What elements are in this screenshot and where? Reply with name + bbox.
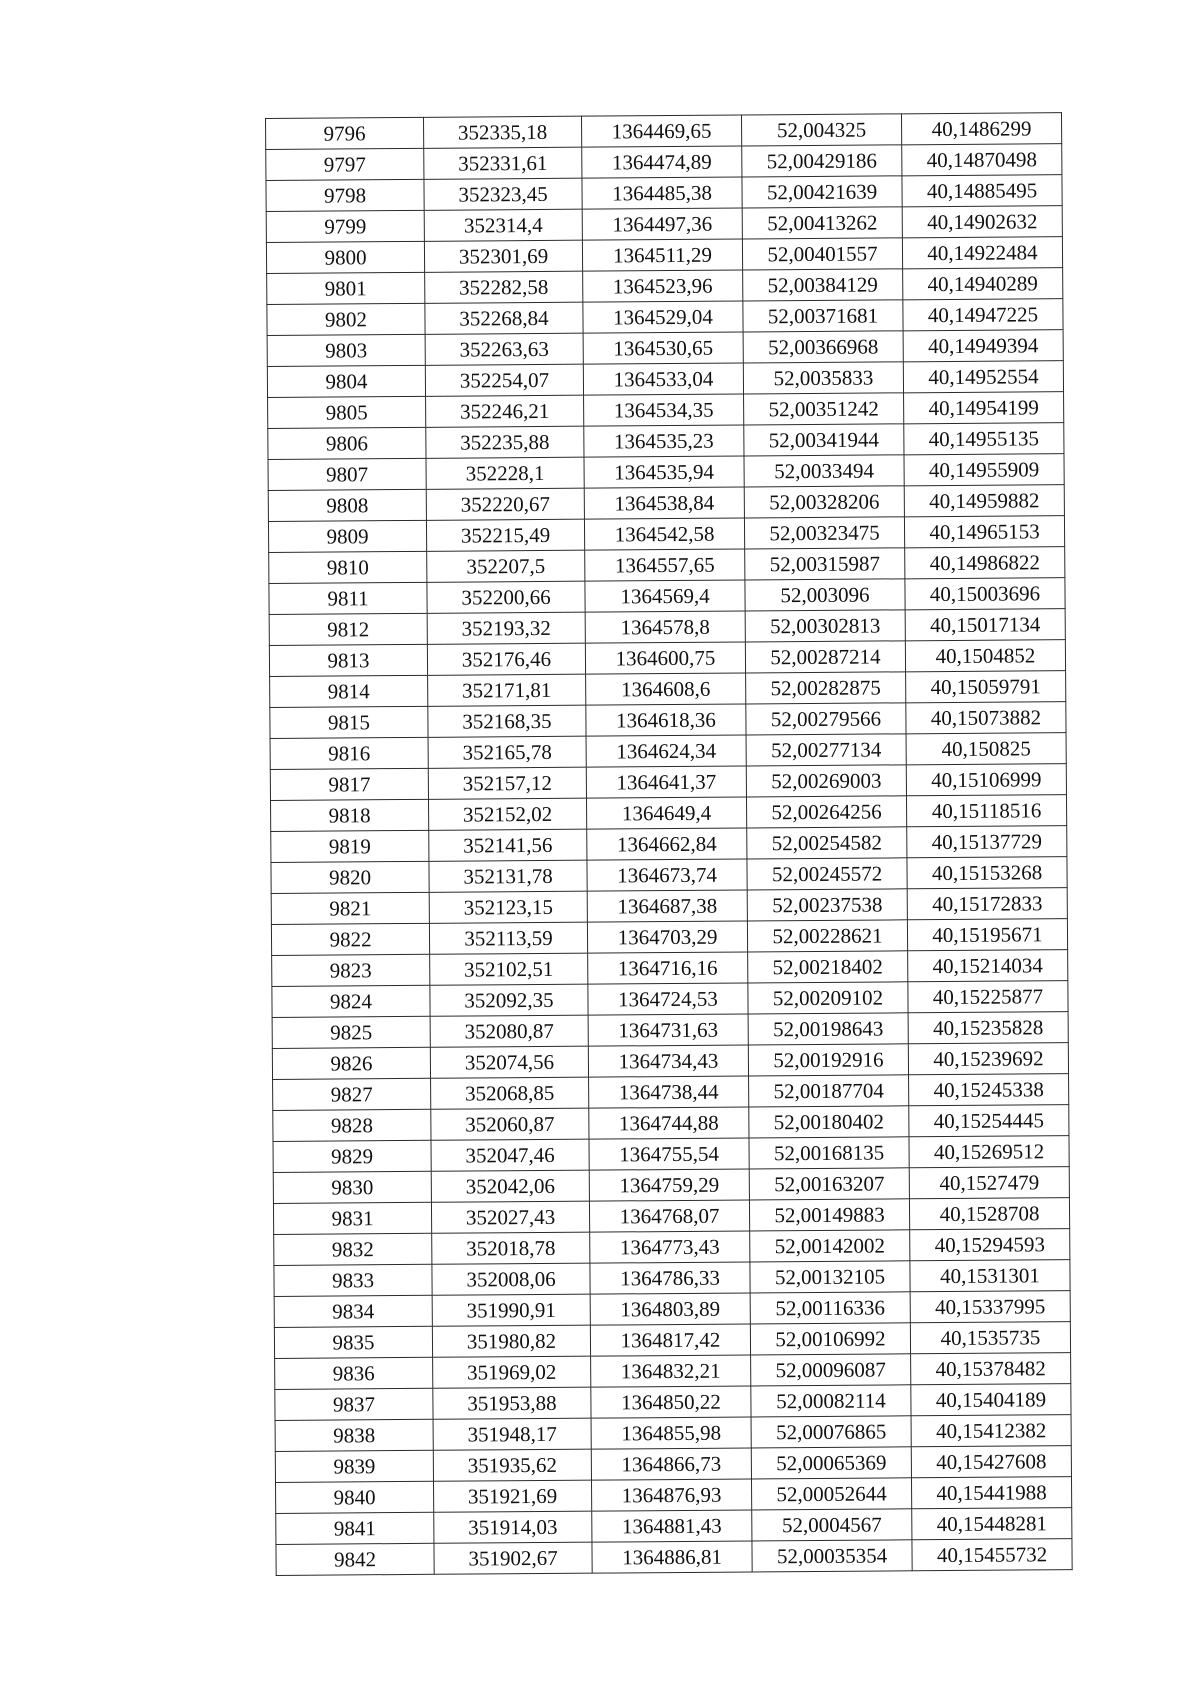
longitude-cell: 40,15269512 [909, 1136, 1069, 1168]
table-row [271, 826, 1067, 863]
longitude-cell: 40,14949394 [903, 330, 1063, 362]
latitude-cell: 52,00052644 [751, 1478, 911, 1510]
y-coordinate-cell: 1364786,33 [590, 1262, 750, 1294]
x-coordinate-cell: 352207,5 [427, 550, 585, 582]
latitude-cell: 52,00187704 [749, 1075, 909, 1107]
table-row [271, 857, 1067, 894]
x-coordinate-cell: 351902,67 [434, 1542, 592, 1574]
point-number-cell: 9801 [267, 272, 425, 304]
x-coordinate-cell: 352027,43 [431, 1201, 589, 1233]
y-coordinate-cell: 1364731,63 [588, 1014, 748, 1046]
y-coordinate-cell: 1364759,29 [589, 1169, 749, 1201]
y-coordinate-cell: 1364535,94 [584, 456, 744, 488]
x-coordinate-cell: 352141,56 [429, 829, 587, 861]
latitude-cell: 52,00198643 [748, 1013, 908, 1045]
latitude-cell: 52,00082114 [751, 1385, 911, 1417]
table-row [270, 764, 1066, 801]
point-number-cell: 9818 [271, 799, 429, 831]
x-coordinate-cell: 352331,61 [424, 147, 582, 179]
y-coordinate-cell: 1364738,44 [589, 1076, 749, 1108]
y-coordinate-cell: 1364773,43 [590, 1231, 750, 1263]
latitude-cell: 52,003096 [745, 579, 905, 611]
y-coordinate-cell: 1364866,73 [591, 1448, 751, 1480]
longitude-cell: 40,14870498 [902, 144, 1062, 176]
y-coordinate-cell: 1364755,54 [589, 1138, 749, 1170]
y-coordinate-cell: 1364817,42 [590, 1324, 750, 1356]
latitude-cell: 52,00401557 [742, 238, 902, 270]
point-number-cell: 9800 [266, 241, 424, 273]
table-row [274, 1322, 1070, 1359]
longitude-cell: 40,14955909 [904, 454, 1064, 486]
y-coordinate-cell: 1364485,38 [582, 177, 742, 209]
x-coordinate-cell: 352246,21 [426, 395, 584, 427]
point-number-cell: 9816 [270, 737, 428, 769]
x-coordinate-cell: 352165,78 [428, 736, 586, 768]
x-coordinate-cell: 352047,46 [431, 1139, 589, 1171]
table-row [269, 578, 1065, 615]
table-row [268, 516, 1064, 553]
longitude-cell: 40,15172833 [907, 888, 1067, 920]
y-coordinate-cell: 1364703,29 [587, 921, 747, 953]
point-number-cell: 9831 [273, 1202, 431, 1234]
point-number-cell: 9838 [275, 1419, 433, 1451]
latitude-cell: 52,00302813 [745, 610, 905, 642]
point-number-cell: 9833 [274, 1264, 432, 1296]
x-coordinate-cell: 352131,78 [429, 860, 587, 892]
table-row [273, 1105, 1069, 1142]
longitude-cell: 40,14952554 [903, 361, 1063, 393]
y-coordinate-cell: 1364881,43 [592, 1510, 752, 1542]
x-coordinate-cell: 352018,78 [432, 1232, 590, 1264]
latitude-cell: 52,00328206 [744, 486, 904, 518]
latitude-cell: 52,00279566 [746, 703, 906, 735]
longitude-cell: 40,15153268 [907, 857, 1067, 889]
table-row [266, 144, 1062, 181]
latitude-cell: 52,00245572 [747, 858, 907, 890]
point-number-cell: 9811 [269, 582, 427, 614]
latitude-cell: 52,00351242 [744, 393, 904, 425]
point-number-cell: 9805 [268, 396, 426, 428]
point-number-cell: 9836 [275, 1357, 433, 1389]
point-number-cell: 9835 [274, 1326, 432, 1358]
table-row [268, 423, 1064, 460]
table-row [269, 640, 1065, 677]
y-coordinate-cell: 1364624,34 [586, 735, 746, 767]
point-number-cell: 9827 [273, 1078, 431, 1110]
table-row [276, 1508, 1072, 1545]
longitude-cell: 40,15239692 [908, 1043, 1068, 1075]
table-row [275, 1353, 1071, 1390]
point-number-cell: 9798 [266, 179, 424, 211]
latitude-cell: 52,00149883 [749, 1199, 909, 1231]
point-number-cell: 9825 [272, 1016, 430, 1048]
table-row [269, 609, 1065, 646]
point-number-cell: 9815 [270, 706, 428, 738]
table-row [269, 547, 1065, 584]
point-number-cell: 9829 [273, 1140, 431, 1172]
latitude-cell: 52,00264256 [746, 796, 906, 828]
point-number-cell: 9837 [275, 1388, 433, 1420]
x-coordinate-cell: 352152,02 [428, 798, 586, 830]
latitude-cell: 52,00180402 [749, 1106, 909, 1138]
point-number-cell: 9806 [268, 427, 426, 459]
longitude-cell: 40,15235828 [908, 1012, 1068, 1044]
point-number-cell: 9820 [271, 861, 429, 893]
x-coordinate-cell: 352092,35 [430, 984, 588, 1016]
point-number-cell: 9796 [266, 117, 424, 149]
table-row [266, 237, 1062, 274]
table-row [271, 795, 1067, 832]
x-coordinate-cell: 352314,4 [424, 209, 582, 241]
table-row [267, 361, 1063, 398]
x-coordinate-cell: 351948,17 [433, 1418, 591, 1450]
y-coordinate-cell: 1364474,89 [582, 146, 742, 178]
table-row [274, 1291, 1070, 1328]
x-coordinate-cell: 352282,58 [425, 271, 583, 303]
longitude-cell: 40,15003696 [905, 578, 1065, 610]
table-row [273, 1167, 1069, 1204]
longitude-cell: 40,15225877 [908, 981, 1068, 1013]
x-coordinate-cell: 351980,82 [432, 1325, 590, 1357]
table-row [275, 1446, 1071, 1483]
longitude-cell: 40,14922484 [902, 237, 1062, 269]
longitude-cell: 40,15294593 [910, 1229, 1070, 1261]
point-number-cell: 9841 [276, 1512, 434, 1544]
x-coordinate-cell: 352215,49 [426, 519, 584, 551]
y-coordinate-cell: 1364523,96 [583, 270, 743, 302]
table-row [272, 981, 1068, 1018]
x-coordinate-cell: 352157,12 [428, 767, 586, 799]
x-coordinate-cell: 352113,59 [429, 922, 587, 954]
x-coordinate-cell: 352074,56 [430, 1046, 588, 1078]
table-row [267, 330, 1063, 367]
y-coordinate-cell: 1364886,81 [592, 1541, 752, 1573]
point-number-cell: 9822 [271, 923, 429, 955]
longitude-cell: 40,1535735 [910, 1322, 1070, 1354]
y-coordinate-cell: 1364557,65 [585, 549, 745, 581]
y-coordinate-cell: 1364662,84 [587, 828, 747, 860]
table-row [268, 392, 1064, 429]
point-number-cell: 9814 [270, 675, 428, 707]
longitude-cell: 40,1504852 [905, 640, 1065, 672]
x-coordinate-cell: 352200,66 [427, 581, 585, 613]
longitude-cell: 40,1528708 [909, 1198, 1069, 1230]
point-number-cell: 9821 [271, 892, 429, 924]
latitude-cell: 52,00116336 [750, 1292, 910, 1324]
latitude-cell: 52,0035833 [743, 362, 903, 394]
y-coordinate-cell: 1364673,74 [587, 859, 747, 891]
longitude-cell: 40,15378482 [911, 1353, 1071, 1385]
longitude-cell: 40,150825 [906, 733, 1066, 765]
x-coordinate-cell: 352228,1 [426, 457, 584, 489]
longitude-cell: 40,15404189 [911, 1384, 1071, 1416]
x-coordinate-cell: 351990,91 [432, 1294, 590, 1326]
latitude-cell: 52,00277134 [746, 734, 906, 766]
x-coordinate-cell: 351953,88 [433, 1387, 591, 1419]
y-coordinate-cell: 1364600,75 [585, 642, 745, 674]
point-number-cell: 9828 [273, 1109, 431, 1141]
y-coordinate-cell: 1364803,89 [590, 1293, 750, 1325]
longitude-cell: 40,15448281 [912, 1508, 1072, 1540]
longitude-cell: 40,14959882 [904, 485, 1064, 517]
x-coordinate-cell: 352268,84 [425, 302, 583, 334]
table-row [266, 175, 1062, 212]
point-number-cell: 9797 [266, 148, 424, 180]
table-row [274, 1260, 1070, 1297]
y-coordinate-cell: 1364876,93 [591, 1479, 751, 1511]
longitude-cell: 40,15059791 [906, 671, 1066, 703]
latitude-cell: 52,00315987 [745, 548, 905, 580]
latitude-cell: 52,00065369 [751, 1447, 911, 1479]
y-coordinate-cell: 1364832,21 [591, 1355, 751, 1387]
latitude-cell: 52,00106992 [750, 1323, 910, 1355]
y-coordinate-cell: 1364534,35 [584, 394, 744, 426]
table-row [266, 113, 1062, 150]
table-row [268, 485, 1064, 522]
y-coordinate-cell: 1364608,6 [586, 673, 746, 705]
point-number-cell: 9808 [268, 489, 426, 521]
longitude-cell: 40,14902632 [902, 206, 1062, 238]
point-number-cell: 9830 [273, 1171, 431, 1203]
longitude-cell: 40,15214034 [908, 950, 1068, 982]
y-coordinate-cell: 1364618,36 [586, 704, 746, 736]
x-coordinate-cell: 352193,32 [427, 612, 585, 644]
point-number-cell: 9809 [268, 520, 426, 552]
latitude-cell: 52,00341944 [744, 424, 904, 456]
x-coordinate-cell: 352235,88 [426, 426, 584, 458]
latitude-cell: 52,0033494 [744, 455, 904, 487]
latitude-cell: 52,00282875 [746, 672, 906, 704]
x-coordinate-cell: 352263,63 [425, 333, 583, 365]
latitude-cell: 52,00035354 [752, 1540, 912, 1572]
longitude-cell: 40,15118516 [906, 795, 1066, 827]
longitude-cell: 40,14986822 [905, 547, 1065, 579]
table-row [267, 268, 1063, 305]
table-row [272, 950, 1068, 987]
longitude-cell: 40,14954199 [904, 392, 1064, 424]
point-number-cell: 9819 [271, 830, 429, 862]
longitude-cell: 40,1486299 [901, 113, 1061, 145]
table-row [275, 1384, 1071, 1421]
x-coordinate-cell: 352254,07 [425, 364, 583, 396]
longitude-cell: 40,15455732 [912, 1539, 1072, 1571]
y-coordinate-cell: 1364855,98 [591, 1417, 751, 1449]
table-row [272, 1043, 1068, 1080]
longitude-cell: 40,15137729 [907, 826, 1067, 858]
x-coordinate-cell: 352335,18 [423, 116, 581, 148]
longitude-cell: 40,14955135 [904, 423, 1064, 455]
point-number-cell: 9842 [276, 1543, 434, 1575]
y-coordinate-cell: 1364529,04 [583, 301, 743, 333]
longitude-cell: 40,15195671 [907, 919, 1067, 951]
point-number-cell: 9823 [272, 954, 430, 986]
table-row [270, 733, 1066, 770]
point-number-cell: 9824 [272, 985, 430, 1017]
latitude-cell: 52,00429186 [742, 145, 902, 177]
table-row [276, 1539, 1072, 1576]
latitude-cell: 52,00366968 [743, 331, 903, 363]
x-coordinate-cell: 352068,85 [431, 1077, 589, 1109]
latitude-cell: 52,00269003 [746, 765, 906, 797]
table-row [266, 206, 1062, 243]
table-row [271, 888, 1067, 925]
latitude-cell: 52,00096087 [751, 1354, 911, 1386]
point-number-cell: 9802 [267, 303, 425, 335]
y-coordinate-cell: 1364578,8 [585, 611, 745, 643]
table-row [273, 1074, 1069, 1111]
y-coordinate-cell: 1364649,4 [586, 797, 746, 829]
y-coordinate-cell: 1364533,04 [583, 363, 743, 395]
y-coordinate-cell: 1364497,36 [582, 208, 742, 240]
latitude-cell: 52,00237538 [747, 889, 907, 921]
x-coordinate-cell: 352060,87 [431, 1108, 589, 1140]
longitude-cell: 40,14947225 [903, 299, 1063, 331]
latitude-cell: 52,00323475 [744, 517, 904, 549]
point-number-cell: 9839 [275, 1450, 433, 1482]
longitude-cell: 40,15441988 [911, 1477, 1071, 1509]
y-coordinate-cell: 1364538,84 [584, 487, 744, 519]
y-coordinate-cell: 1364535,23 [584, 425, 744, 457]
point-number-cell: 9803 [267, 334, 425, 366]
longitude-cell: 40,15427608 [911, 1446, 1071, 1478]
coordinates-table [265, 112, 1073, 1576]
y-coordinate-cell: 1364768,07 [589, 1200, 749, 1232]
y-coordinate-cell: 1364734,43 [588, 1045, 748, 1077]
latitude-cell: 52,0004567 [752, 1509, 912, 1541]
longitude-cell: 40,14940289 [903, 268, 1063, 300]
latitude-cell: 52,00384129 [743, 269, 903, 301]
longitude-cell: 40,15245338 [909, 1074, 1069, 1106]
longitude-cell: 40,15337995 [910, 1291, 1070, 1323]
x-coordinate-cell: 351914,03 [434, 1511, 592, 1543]
x-coordinate-cell: 352168,35 [428, 705, 586, 737]
table-row [267, 299, 1063, 336]
longitude-cell: 40,1527479 [909, 1167, 1069, 1199]
x-coordinate-cell: 352123,15 [429, 891, 587, 923]
coordinates-table-body [266, 113, 1073, 1576]
y-coordinate-cell: 1364530,65 [583, 332, 743, 364]
longitude-cell: 40,15412382 [911, 1415, 1071, 1447]
table-row [275, 1415, 1071, 1452]
y-coordinate-cell: 1364724,53 [588, 983, 748, 1015]
latitude-cell: 52,00163207 [749, 1168, 909, 1200]
point-number-cell: 9817 [270, 768, 428, 800]
y-coordinate-cell: 1364542,58 [584, 518, 744, 550]
latitude-cell: 52,00142002 [750, 1230, 910, 1262]
x-coordinate-cell: 351935,62 [433, 1449, 591, 1481]
point-number-cell: 9832 [274, 1233, 432, 1265]
table-row [270, 671, 1066, 708]
point-number-cell: 9813 [269, 644, 427, 676]
latitude-cell: 52,00228621 [747, 920, 907, 952]
longitude-cell: 40,15073882 [906, 702, 1066, 734]
point-number-cell: 9826 [272, 1047, 430, 1079]
point-number-cell: 9840 [276, 1481, 434, 1513]
y-coordinate-cell: 1364641,37 [586, 766, 746, 798]
table-row [273, 1136, 1069, 1173]
latitude-cell: 52,00132105 [750, 1261, 910, 1293]
x-coordinate-cell: 352171,81 [428, 674, 586, 706]
table-row [273, 1198, 1069, 1235]
longitude-cell: 40,15106999 [906, 764, 1066, 796]
x-coordinate-cell: 351921,69 [433, 1480, 591, 1512]
latitude-cell: 52,00413262 [742, 207, 902, 239]
table-row [271, 919, 1067, 956]
x-coordinate-cell: 352220,67 [426, 488, 584, 520]
longitude-cell: 40,14885495 [902, 175, 1062, 207]
table-row [270, 702, 1066, 739]
latitude-cell: 52,00168135 [749, 1137, 909, 1169]
longitude-cell: 40,15017134 [905, 609, 1065, 641]
point-number-cell: 9834 [274, 1295, 432, 1327]
x-coordinate-cell: 352080,87 [430, 1015, 588, 1047]
point-number-cell: 9812 [269, 613, 427, 645]
y-coordinate-cell: 1364569,4 [585, 580, 745, 612]
latitude-cell: 52,00287214 [745, 641, 905, 673]
latitude-cell: 52,00421639 [742, 176, 902, 208]
y-coordinate-cell: 1364511,29 [582, 239, 742, 271]
latitude-cell: 52,004325 [741, 114, 901, 146]
point-number-cell: 9807 [268, 458, 426, 490]
y-coordinate-cell: 1364850,22 [591, 1386, 751, 1418]
point-number-cell: 9810 [269, 551, 427, 583]
table-row [268, 454, 1064, 491]
latitude-cell: 52,00254582 [747, 827, 907, 859]
point-number-cell: 9804 [267, 365, 425, 397]
table-row [276, 1477, 1072, 1514]
x-coordinate-cell: 352301,69 [424, 240, 582, 272]
longitude-cell: 40,15254445 [909, 1105, 1069, 1137]
x-coordinate-cell: 352008,06 [432, 1263, 590, 1295]
x-coordinate-cell: 352102,51 [430, 953, 588, 985]
table-row [272, 1012, 1068, 1049]
x-coordinate-cell: 351969,02 [433, 1356, 591, 1388]
longitude-cell: 40,1531301 [910, 1260, 1070, 1292]
y-coordinate-cell: 1364744,88 [589, 1107, 749, 1139]
longitude-cell: 40,14965153 [904, 516, 1064, 548]
x-coordinate-cell: 352323,45 [424, 178, 582, 210]
point-number-cell: 9799 [266, 210, 424, 242]
latitude-cell: 52,00192916 [748, 1044, 908, 1076]
latitude-cell: 52,00209102 [748, 982, 908, 1014]
latitude-cell: 52,00218402 [748, 951, 908, 983]
y-coordinate-cell: 1364716,16 [588, 952, 748, 984]
latitude-cell: 52,00371681 [743, 300, 903, 332]
y-coordinate-cell: 1364469,65 [581, 115, 741, 147]
latitude-cell: 52,00076865 [751, 1416, 911, 1448]
x-coordinate-cell: 352042,06 [431, 1170, 589, 1202]
y-coordinate-cell: 1364687,38 [587, 890, 747, 922]
table-row [274, 1229, 1070, 1266]
x-coordinate-cell: 352176,46 [427, 643, 585, 675]
